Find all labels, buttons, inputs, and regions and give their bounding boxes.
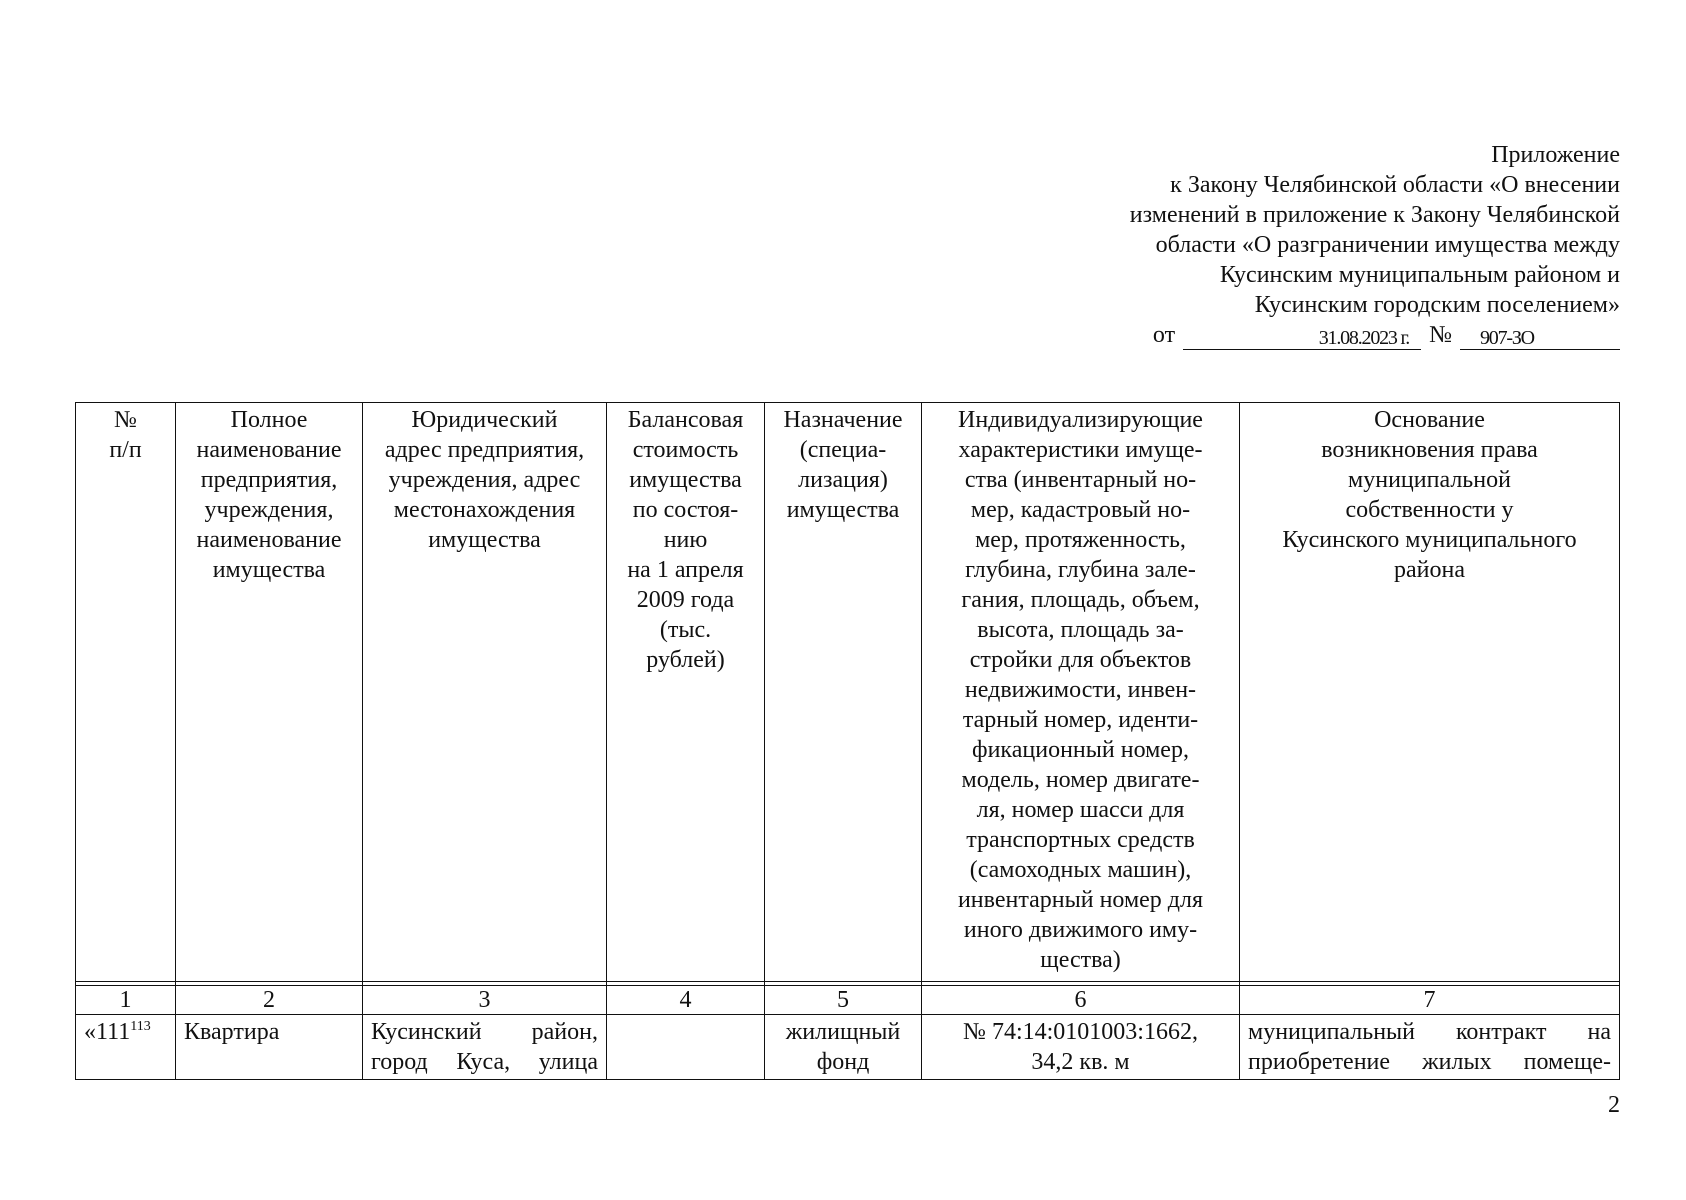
header-cell: Основание возникновения права муниципальной собственности у Кусинского муниципального района [1240,403,1620,982]
page-number: 2 [1608,1092,1620,1118]
header-row [76,403,1620,982]
appendix-block [920,140,1620,350]
appendix-line: области «О разграничении имущества между [1155,232,1620,258]
column-number-row [76,986,1620,1015]
purpose-cell [765,1015,922,1080]
column-number: 4 [607,986,765,1015]
column-number: 5 [765,986,922,1015]
row-number: «111 [84,1019,131,1045]
header-cell: Индивидуализирующие характеристики имуще- ства (инвентарный но- мер, кадастровый но- мер, протяженность, глубина, глубина зале- гания, площадь, объем, высота, площадь за- стройки для объектов недвижимости, инвен- тарный номер, иденти- фикационный номер, модель, номер двигате- ля, номер шасси для транспортных средств (самоходных машин), инвентарный номер для иного движимого иму- щества) [922,403,1240,982]
address-line: Кусинский район, [371,1019,598,1045]
table-row [76,1015,1620,1080]
header-cell: № п/п [76,403,176,982]
characteristics-cell [922,1015,1240,1080]
row-number-cell [76,1015,176,1080]
law-number: 907-ЗО [1460,327,1620,350]
basis-cell [1240,1015,1620,1080]
appendix-line: к Закону Челябинской области «О внесении [1170,172,1620,198]
area-value: 34,2 кв. м [1031,1049,1130,1075]
number-label: № [1429,322,1452,348]
address-line: город Куса, улица [371,1049,598,1075]
header-cell: Полное наименование предприятия, учреждения, наименование имущества [176,403,363,982]
from-label: от [1152,322,1176,348]
column-number: 7 [1240,986,1620,1015]
property-name: Квартира [184,1019,280,1045]
basis-line: приобретение жилых помеще- [1248,1049,1611,1075]
appendix-line: изменений в приложение к Закону Челябинской [1129,202,1620,228]
address-cell [363,1015,607,1080]
balance-cell [607,1015,765,1080]
purpose-line: фонд [816,1049,870,1075]
property-table [75,402,1620,1080]
column-number: 2 [176,986,363,1015]
appendix-line: Кусинским муниципальным районом и [1219,262,1620,288]
header-cell: Назначение (специа- лизация) имущества [765,403,922,982]
header-cell: Юридический адрес предприятия, учреждения, адрес местонахождения имущества [363,403,607,982]
property-name-cell [176,1015,363,1080]
purpose-line: жилищный [785,1019,901,1045]
appendix-title: Приложение [1491,142,1620,168]
header-cell: Балансовая стоимость имущества по состоя- нию на 1 апреля 2009 года (тыс. рублей) [607,403,765,982]
law-date-line [920,320,1620,350]
basis-line: муниципальный контракт на [1248,1019,1611,1045]
law-date: 31.08.2023 г. [1183,327,1421,350]
column-number: 6 [922,986,1240,1015]
row-number-superscript: 113 [130,1019,151,1034]
column-number: 1 [76,986,176,1015]
cadastral-number: № 74:14:0101003:1662, [963,1019,1198,1045]
appendix-line: Кусинским городским поселением» [1254,292,1620,318]
column-number: 3 [363,986,607,1015]
